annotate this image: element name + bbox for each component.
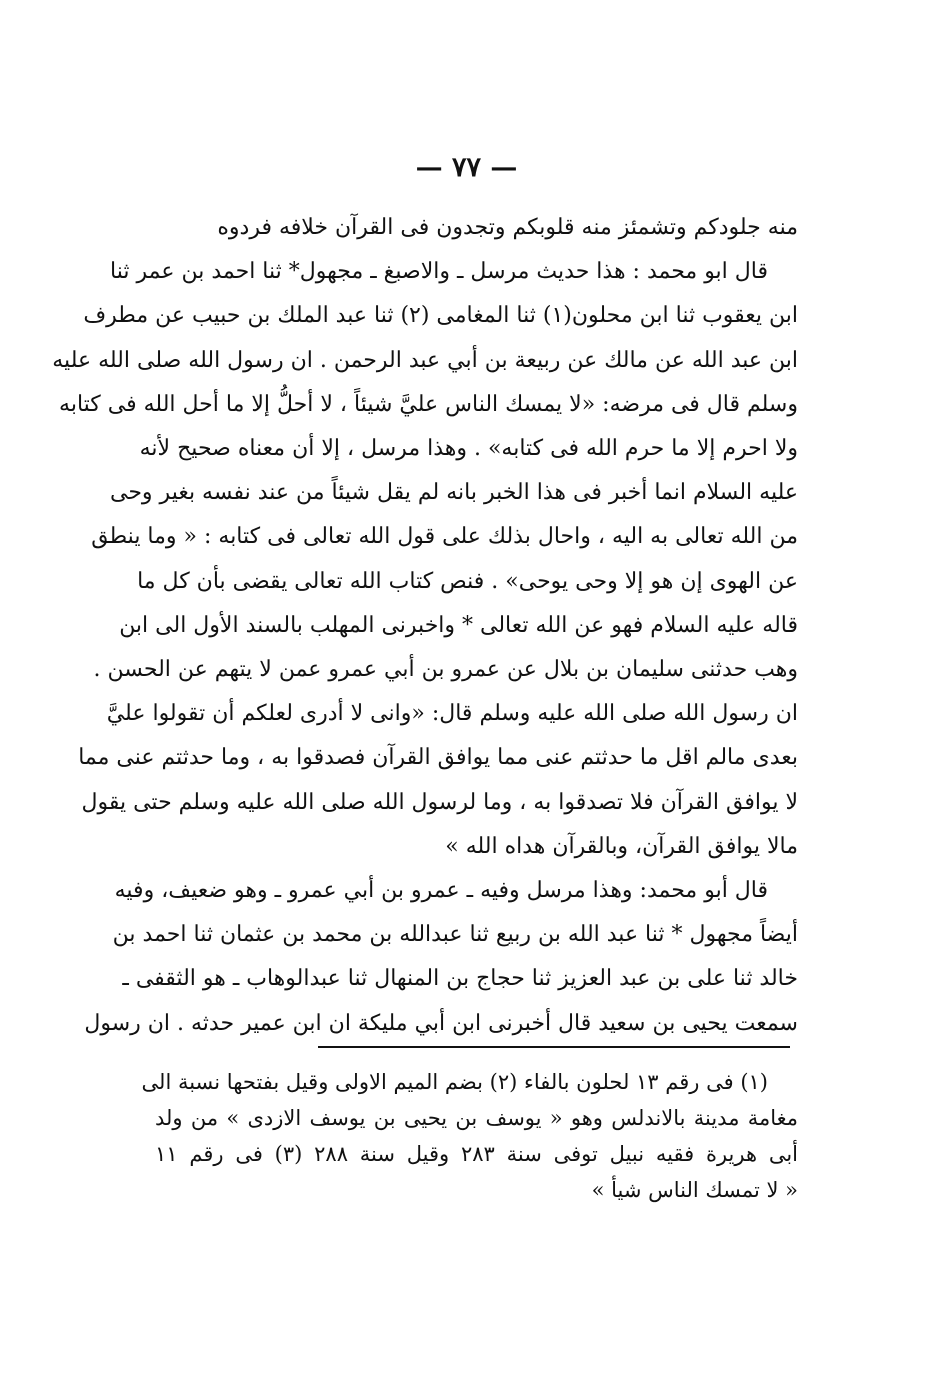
text-line: مالا يوافق القرآن، وبالقرآن هداه الله »	[445, 833, 798, 859]
footnotes	[141, 1064, 799, 1208]
text-line: عن الهوى إن هو إلا وحى يوحى» . فنص كتاب الله تعالى يقضى بأن كل ما	[137, 568, 798, 594]
text-line: منه جلودكم وتشمئز منه قلوبكم وتجدون فى القرآن خلافه فردوه	[217, 215, 798, 240]
text-line: قال أبو محمد: وهذا مرسل وفيه ـ عمرو بن أبي عمرو ـ وهو ضعيف، وفيه	[114, 878, 768, 904]
footnote-line: « لا تمسك الناس شيأ »	[591, 1178, 798, 1202]
text-line: سمعت يحيى بن سعيد قال أخبرنى ابن أبي مليكة ان ابن عمير حدثه . ان رسول	[84, 1010, 798, 1036]
text-line: أيضاً مجهول * ثنا عبد الله بن ربيع ثنا عبدالله بن محمد بن عثمان ثنا احمد بن	[112, 922, 798, 948]
footnote-divider	[318, 1046, 790, 1048]
text-line: ابن عبد الله عن مالك عن ربيعة بن أبي عبد الرحمن . ان رسول الله صلى الله عليه	[52, 347, 798, 373]
footnote-line: (١) فى رقم ١٣ لحلون بالفاء (٢) بضم الميم الاولى وقيل بفتحها نسبة الى	[141, 1070, 768, 1094]
text-line: ولا احرم إلا ما حرم الله فى كتابه» . وهذا مرسل ، إلا أن معناه صحيح لأنه	[139, 436, 798, 462]
main-text	[52, 206, 798, 1046]
text-line: قاله عليه السلام فهو عن الله تعالى * واخبرنى المهلب بالسند الأول الى ابن	[119, 612, 798, 638]
footnote-line: أبى هريرة فقيه نبيل توفى سنة ٢٨٣ وقيل سنة ٢٨٨ (٣) فى رقم ١١	[155, 1142, 799, 1166]
text-line: ابن يعقوب ثنا ابن محلون(١) ثنا المغامى (٢) ثنا عبد الملك بن حبيب عن مطرف	[83, 303, 798, 329]
text-line: خالد ثنا على بن عبد العزيز ثنا حجاج بن المنهال ثنا عبدالوهاب ـ هو الثقفى ـ	[122, 966, 798, 992]
text-line: قال ابو محمد : هذا حديث مرسل ـ والاصبغ ـ مجهول* ثنا احمد بن عمر ثنا	[110, 259, 768, 285]
text-line: وسلم قال فى مرضه: «لا يمسك الناس عليَّ شيئاً ، لا أحلُّ إلا ما أحل الله فى كتابه	[59, 391, 798, 417]
text-line: بعدى مالم اقل ما حدثتم عنى مما يوافق القرآن فصدقوا به ، وما حدثتم عنى مما	[78, 745, 798, 771]
text-line: عليه السلام انما أخبر فى هذا الخبر بانه لم يقل شيئاً من عند نفسه بغير وحى	[110, 480, 798, 506]
text-line: وهب حدثنى سليمان بن بلال عن عمرو بن أبي عمرو عمن لا يتهم عن الحسن .	[93, 657, 798, 683]
text-line: ان رسول الله صلى الله عليه وسلم قال: «وانى لا أدرى لعلكم أن تقولوا عليَّ	[106, 701, 798, 727]
text-line: من الله تعالى به اليه ، واحال بذلك على قول الله تعالى فى كتابه : « وما ينطق	[91, 524, 798, 550]
footnote-line: مغامة مدينة بالاندلس وهو « يوسف بن يحيى بن يوسف الازدى » من ولد	[155, 1106, 798, 1130]
page-number: — ٧٧ —	[415, 152, 518, 183]
text-line: لا يوافق القرآن فلا تصدقوا به ، وما لرسول الله صلى الله عليه وسلم حتى يقول	[81, 789, 798, 815]
